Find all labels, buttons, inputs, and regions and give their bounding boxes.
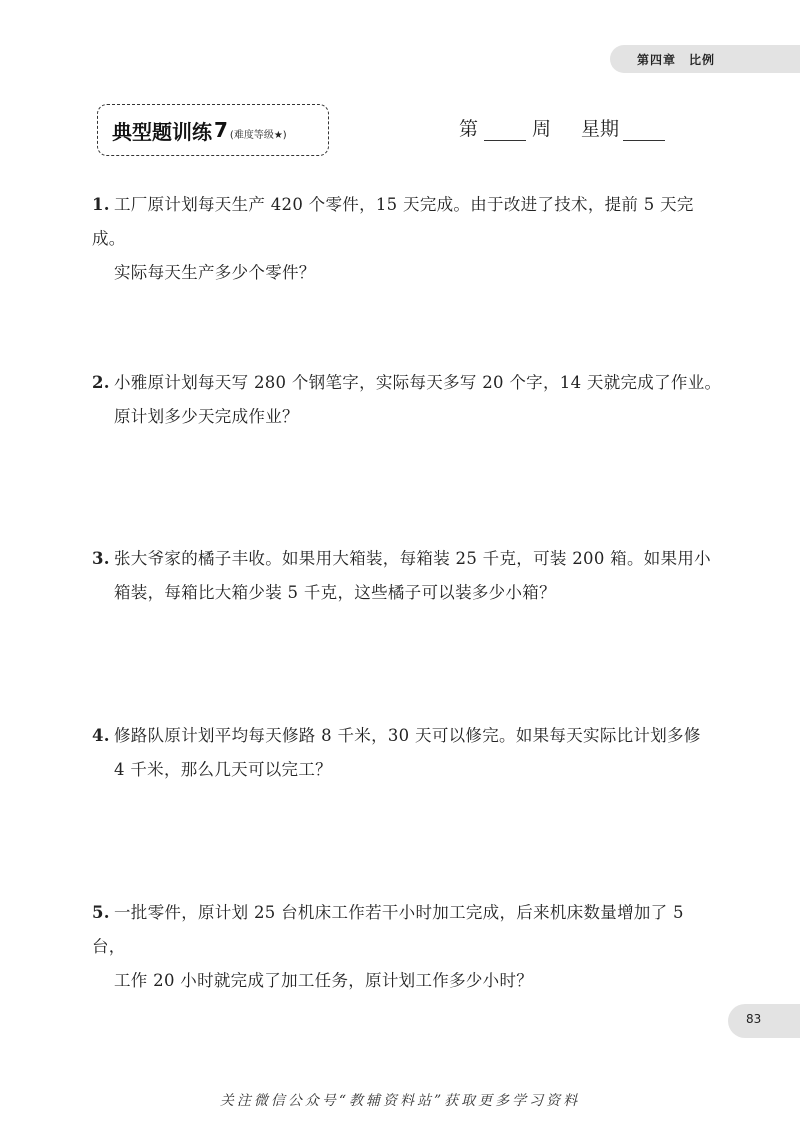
question-3: [92, 542, 722, 610]
question-text-line1: 修路队原计划平均每天修路 8 千米，30 天可以修完。如果每天实际比计划多修: [114, 726, 701, 745]
weekday-label: 星期: [581, 118, 620, 140]
question-number: 2.: [92, 373, 110, 392]
question-text-line2: 实际每天生产多少个零件？: [114, 263, 316, 282]
chapter-label: 第四章 比例: [637, 53, 716, 67]
question-text-line2: 箱装，每箱比大箱少装 5 千克，这些橘子可以装多少小箱？: [114, 583, 556, 602]
question-4: [92, 719, 722, 787]
question-1: [92, 188, 722, 290]
week-day-fill-in: [459, 114, 665, 141]
question-text-line1: 张大爷家的橘子丰收。如果用大箱装，每箱装 25 千克，可装 200 箱。如果用小: [114, 549, 711, 568]
question-text-line1: 工厂原计划每天生产 420 个零件，15 天完成。由于改进了技术，提前 5 天完成。: [92, 195, 694, 248]
exercise-title: 典型题训练: [112, 119, 212, 144]
exercise-number: 7: [214, 118, 228, 142]
page-number: 83: [746, 1012, 762, 1026]
question-text-line1: 一批零件，原计划 25 台机床工作若干小时加工完成，后来机床数量增加了 5 台，: [92, 903, 684, 956]
question-text-line2: 工作 20 小时就完成了加工任务，原计划工作多少小时？: [114, 971, 534, 990]
question-number: 3.: [92, 549, 110, 568]
question-number: 1.: [92, 195, 110, 214]
week-prefix-label: 第: [459, 118, 479, 140]
page-number-tab: [728, 1004, 800, 1038]
difficulty-level: (难度等级★): [229, 129, 287, 141]
footer-watermark-text: 关注微信公众号“教辅资料站”获取更多学习资料: [219, 1093, 581, 1109]
question-2: [92, 366, 722, 434]
question-number: 4.: [92, 726, 110, 745]
question-5: [92, 896, 722, 998]
question-number: 5.: [92, 903, 110, 922]
week-label: 周: [532, 118, 552, 140]
question-text-line2: 4 千米，那么几天可以完工？: [114, 760, 332, 779]
question-text-line2: 原计划多少天完成作业？: [114, 407, 299, 426]
week-number-blank[interactable]: [484, 121, 526, 141]
weekday-blank[interactable]: [623, 121, 665, 141]
exercise-title-box: [97, 104, 329, 156]
question-text-line1: 小雅原计划每天写 280 个钢笔字，实际每天多写 20 个字，14 天就完成了作业。: [114, 373, 722, 392]
